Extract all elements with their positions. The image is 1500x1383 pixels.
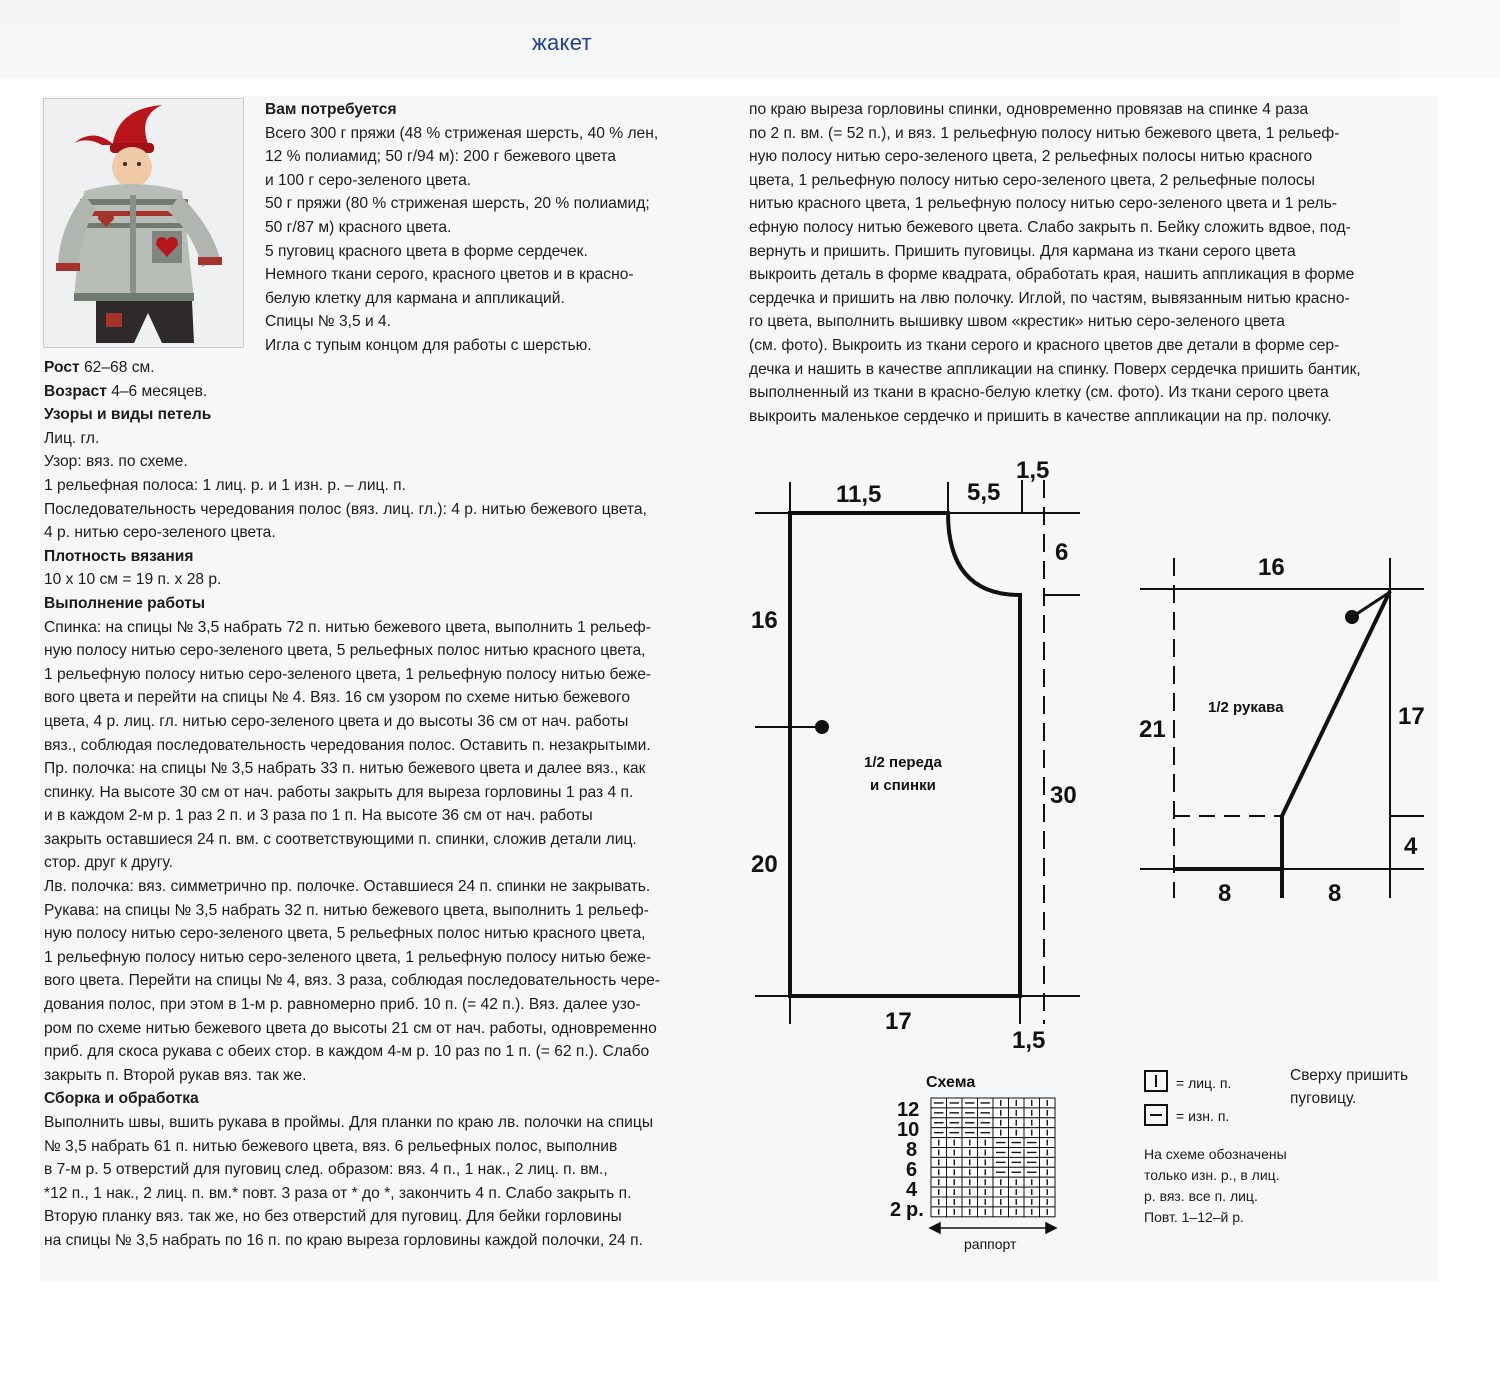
work-line: стор. друг к другу. — [44, 854, 173, 872]
materials-line: Игла с тупым концом для работы с шерстью. — [265, 336, 592, 354]
assembly-cont-line: по краю выреза горловины спинки, одновременно провязав на спинке 4 раза — [749, 101, 1309, 118]
header-band — [0, 0, 1400, 78]
assembly-cont-line: выкроить деталь в форме квадрата, обработать края, нашить аппликация в форме — [749, 266, 1355, 284]
dim-bottom: 17 — [885, 1008, 912, 1035]
materials-line: и 100 г серо-зеленого цвета. — [265, 171, 472, 189]
scheme-note-line: только изн. р., в лиц. — [1144, 1167, 1280, 1183]
sleeve-dim-right-upper: 17 — [1398, 703, 1425, 730]
assembly-line: Выполнить швы, вшить рукава в проймы. Для планки по краю лв. полочки на спицы — [44, 1114, 654, 1131]
materials-line: 50 г/87 м) красного цвета. — [265, 218, 452, 236]
materials-section — [265, 98, 658, 358]
work-line: ную полосу нитью серо-зеленого цвета, 5 рельефных полос нитью красного цвета, — [44, 642, 646, 660]
materials-line: 50 г пряжи (80 % стриженая шерсть, 20 % полиамид; — [265, 195, 650, 213]
materials-line: белую клетку для кармана и аппликаций. — [265, 289, 565, 307]
assembly-cont-line: дечка и нашить в качестве аппликации на спинку. Поверх сердечка пришить бантик, — [749, 360, 1361, 378]
row-label: 4 — [906, 1179, 918, 1201]
dim-neck-depth: 6 — [1055, 539, 1069, 566]
page-title: жакет — [532, 30, 592, 55]
work-line: спинку. На высоте 30 см от нач. работы закрыть для выреза горловины 1 раз 4 п. — [44, 783, 634, 801]
scheme-title: Схема — [926, 1074, 976, 1091]
sleeve-dim-right-lower: 4 — [1404, 833, 1418, 860]
size-line — [44, 356, 660, 380]
row-label: 2 — [890, 1199, 902, 1221]
row-suffix: р. — [906, 1199, 924, 1221]
sleeve-dim-left-upper: 21 — [1139, 716, 1166, 743]
work-line: цвета, 4 р. лиц. гл. нитью серо-зеленого цвета и до высоты 36 см от нач. работы — [44, 712, 629, 730]
assembly-line: Вторую планку вяз. так же, но без отверстий для пуговиц. Для бейки горловины — [44, 1208, 622, 1226]
work-line: дования полос, при этом в 1-м р. равномерно приб. 10 п. (= 42 п.). Вяз. далее узо- — [44, 996, 641, 1014]
row-label: 10 — [897, 1119, 920, 1141]
materials-line: 12 % полиамид; 50 г/94 м): 200 г бежевого цвета — [265, 148, 616, 166]
patterns-line: Узор: вяз. по схеме. — [44, 453, 188, 471]
scheme-note-line: На схеме обозначены — [1144, 1146, 1287, 1162]
work-line: вяз., соблюдая последовательность чередования полос. Оставить п. незакрытыми. — [44, 736, 651, 754]
button-note-line: пуговицу. — [1290, 1090, 1357, 1107]
patterns-heading: Узоры и виды петель — [44, 406, 212, 424]
assembly-cont-line: выполненный из ткани в красно-белую клетку (см. фото). Из ткани серого цвета — [749, 384, 1329, 402]
sleeve-dim-bottom-right: 8 — [1328, 880, 1342, 907]
work-line: 1 рельефную полосу нитью серо-зеленого цвета, 1 рельефную полосу нитью беже- — [44, 665, 652, 683]
assembly-cont-line: го цвета, выполнить вышивку швом «крестик» нитью серо-зеленого цвета — [749, 313, 1285, 331]
work-line: 1 рельефную полосу нитью серо-зеленого цвета, 1 рельефную полосу нитью беже- — [44, 948, 652, 966]
body-label-line2: и спинки — [870, 777, 936, 794]
dim-top-right: 1,5 — [1016, 457, 1050, 484]
assembly-cont-line: цвета, 1 рельефную полосу нитью серо-зеленого цвета, 2 рельефные полосы — [749, 171, 1315, 189]
row-label: 6 — [906, 1159, 918, 1181]
assembly-line: № 3,5 набрать 61 п. нитью бежевого цвета, вяз. 6 рельефных полос, выполнив — [44, 1137, 618, 1155]
dim-bottom-right: 1,5 — [1012, 1027, 1046, 1054]
work-line: Пр. полочка: на спицы № 3,5 набрать 33 п. нитью бежевого цвета и далее вяз., как — [44, 760, 646, 778]
work-line: вого цвета и перейти на спицы № 4. Вяз. 16 см узором по схеме нитью бежевого — [44, 689, 631, 707]
age-line — [44, 380, 660, 404]
child-photo — [43, 98, 244, 348]
work-line: приб. для скоса рукава с обеих стор. в каждом 4-м р. 10 раз по 1 п. (= 62 п.). Слабо — [44, 1043, 650, 1061]
legend-purl-text: = изн. п. — [1176, 1108, 1230, 1124]
work-line: закрыть оставшиеся 24 п. вм. с соответствующими п. спинки, сложив детали лиц. — [44, 830, 637, 848]
work-line: вого цвета. Перейти на спицы № 4, вяз. 3 раза, соблюдая последовательность чере- — [44, 972, 661, 990]
work-line: Лв. полочка: вяз. симметрично пр. полочке. Оставшиеся 24 п. спинки не закрывать. — [44, 878, 651, 896]
patterns-line: Последовательность чередования полос (вяз. лиц. гл.): 4 р. нитью бежевого цвета, — [44, 500, 647, 518]
scheme-note-line: Повт. 1–12–й р. — [1144, 1209, 1244, 1225]
legend-knit-text: = лиц. п. — [1176, 1075, 1232, 1091]
assembly-cont-line: нитью красного цвета, 1 рельефную полосу нитью серо-зеленого цвета и 1 рель- — [749, 195, 1337, 213]
assembly-cont-line: выкроить маленькое сердечко и пришить в качестве аппликации на пр. полочку. — [749, 407, 1332, 425]
age-label: Возраст — [44, 382, 107, 400]
patterns-line: Лиц. гл. — [44, 429, 100, 447]
button-note-line: Сверху пришить — [1290, 1067, 1409, 1084]
dim-top-left: 11,5 — [836, 481, 882, 508]
dim-top-mid: 5,5 — [967, 479, 1001, 506]
dim-left-upper: 16 — [751, 607, 778, 634]
work-line: Рукава: на спицы № 3,5 набрать 32 п. нитью бежевого цвета, выполнить 1 рельеф- — [44, 901, 649, 919]
row-label: 8 — [906, 1139, 918, 1161]
scheme-note — [1144, 1144, 1287, 1228]
button-note — [1290, 1064, 1408, 1110]
dim-right-height: 30 — [1050, 782, 1077, 809]
left-column — [44, 356, 660, 1253]
sleeve-dim-bottom-left: 8 — [1218, 880, 1232, 907]
patterns-line: 4 р. нитью серо-зеленого цвета. — [44, 524, 276, 542]
age-value: 4–6 месяцев. — [111, 382, 208, 400]
photo-illustration — [44, 99, 243, 347]
repeat-label: раппорт — [964, 1236, 1017, 1252]
sleeve-dim-top: 16 — [1258, 554, 1285, 581]
size-label: Рост — [44, 359, 80, 376]
work-line: ную полосу нитью серо-зеленого цвета, 5 рельефных полос нитью красного цвета, — [44, 925, 646, 943]
work-line: Спинка: на спицы № 3,5 набрать 72 п. нитью бежевого цвета, выполнить 1 рельеф- — [44, 618, 651, 636]
body-label-line1: 1/2 переда — [864, 754, 942, 771]
gauge-heading: Плотность вязания — [44, 547, 194, 565]
assembly-line: на спицы № 3,5 набрать по 16 п. по краю выреза горловины каждой полочки, 24 п. — [44, 1231, 643, 1249]
scheme-note-line: р. вяз. все п. лиц. — [1144, 1188, 1258, 1204]
assembly-cont-line: (см. фото). Выкроить из ткани серого и красного цветов две детали в форме сер- — [749, 336, 1340, 354]
work-line: и в каждом 2-м р. 1 раз 2 п. и 3 раза по 1 п. На высоте 36 см от нач. работы — [44, 807, 593, 825]
materials-line: Спицы № 3,5 и 4. — [265, 313, 392, 331]
row-label: 12 — [897, 1099, 920, 1121]
assembly-heading: Сборка и обработка — [44, 1090, 199, 1108]
materials-line: 5 пуговиц красного цвета в форме сердечек. — [265, 242, 588, 260]
size-value: 62–68 см. — [84, 359, 155, 376]
work-line: закрыть п. Второй рукав вяз. так же. — [44, 1066, 307, 1084]
assembly-cont-line: ефную полосу нитью бежевого цвета. Слабо закрыть п. Бейку сложить вдвое, под- — [749, 218, 1351, 236]
assembly-line: в 7-м р. 5 отверстий для пуговиц след. образом: вяз. 4 п., 1 нак., 2 лиц. п. вм., — [44, 1161, 608, 1179]
materials-line: Немного ткани серого, красного цветов и в красно- — [265, 266, 634, 284]
patterns-line: 1 рельефная полоса: 1 лиц. р. и 1 изн. р. – лиц. п. — [44, 476, 406, 494]
assembly-line: *12 п., 1 нак., 2 лиц. п. вм.* повт. 3 раза от * до *, закончить 4 п. Слабо закрыть п. — [44, 1184, 632, 1202]
materials-heading: Вам потребуется — [265, 101, 397, 118]
gauge-text: 10 х 10 см = 19 п. х 28 р. — [44, 571, 222, 589]
assembly-cont-line: ную полосу нитью серо-зеленого цвета, 2 рельефных полосы нитью красного — [749, 148, 1313, 166]
sleeve-label: 1/2 рукава — [1208, 699, 1284, 716]
assembly-cont-line: сердечка и пришить на лвю полочку. Иглой, по частям, вывязанным нитью красно- — [749, 289, 1350, 307]
work-heading: Выполнение работы — [44, 594, 206, 612]
assembly-cont-line: по 2 п. вм. (= 52 п.), и вяз. 1 рельефную полосу нитью бежевого цвета, 1 рельеф- — [749, 124, 1340, 142]
work-line: ром по схеме нитью бежевого цвета до высоты 21 см от нач. работы, одновременно — [44, 1019, 657, 1037]
right-column — [749, 98, 1361, 428]
materials-line: Всего 300 г пряжи (48 % стриженая шерсть, 40 % лен, — [265, 124, 659, 142]
assembly-cont-line: вернуть и пришить. Пришить пуговицы. Для кармана из ткани серого цвета — [749, 242, 1296, 260]
dim-left-lower: 20 — [751, 851, 778, 878]
